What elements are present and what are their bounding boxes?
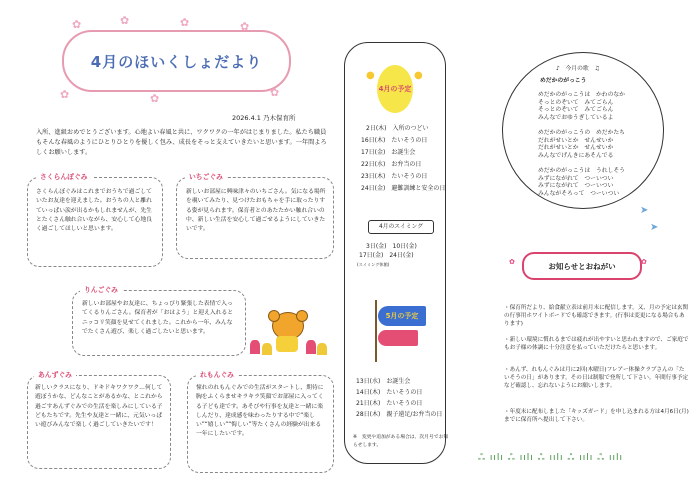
page-title: 4月のほいくしょだより — [90, 52, 263, 71]
class-label: あんずぐみ — [34, 368, 76, 380]
class-text: 憧れのれもんぐみでの生活がスタートし、期待に胸をふくらませキラキラ笑顔でお部屋に入ってくる子ども達です。あそびや行事を友達と一緒に楽しんだり、達成感を味わったりする中で“楽しい”“嬉しい”“悔しい”等たくさんの経験が出来る一年にしたいです。 — [196, 385, 324, 438]
event-row: 21日(木) たいそうの日 — [356, 400, 423, 407]
flower-icon: ✿ — [180, 16, 190, 29]
notice-item: ・新しい環境に慣れるまでは疲れが出やすいと思われますので、ご家庭でもお子様の体調に十分注意を払っていただけたらと思います。 — [504, 337, 689, 352]
event-row: 23日(木) たいそうの日 — [361, 173, 428, 180]
event-row: 17日(金) お誕生会 — [361, 149, 416, 156]
flower-icon: ✿ — [509, 258, 515, 266]
swim-dates: 3日(金) 10日(金) — [366, 243, 417, 250]
event-row: 22日(水) お弁当の日 — [361, 161, 422, 168]
event-row: 2日(木) 入所のつどい — [366, 125, 429, 132]
class-text: 新しいお部屋やお友達に、ちょっぴり緊張した表情で入ってくるりんごさん。保育者が「おはよう」と迎え入れるとニッコリ笑顔を見せてくれました。これから一年、みんなでたくさん遊び、楽しく過ごしたいと思います。 — [82, 301, 234, 335]
flower-icon: ✿ — [240, 20, 250, 33]
chick-icon: ● — [414, 70, 423, 81]
song-verse: めだかのがっこうは うれしそう みずにながれて つーいつい みずにながれて つーいつい みんながそろって つーいつい — [538, 168, 625, 197]
issue-date: 2026.4.1 乃木保育所 — [232, 114, 296, 122]
fish-icon: ➤ — [640, 205, 649, 216]
class-text: さくらんぼぐみはこれまでおうちで過ごしていたお友達を迎えました。おうちの人と離れていっぱい涙が出るかもしれませんが、先生とたくさん触れ合いながら、安心して心地良く過ごしてほしいと思います。 — [36, 189, 152, 233]
class-label: りんごぐみ — [80, 283, 122, 295]
song-heading: ♪ 今月の歌 ♫ — [556, 66, 600, 72]
notice-title: お知らせとおねがい — [522, 252, 642, 280]
event-row: 16日(木) たいそうの日 — [361, 137, 428, 144]
koinobori-illustration — [372, 300, 432, 362]
flower-icon: ✿ — [641, 258, 647, 266]
notice-item: ・保育所だより、給食献立表は前月末に配信します。又、月の予定は玄関の行事用ホワイトボードでも確認できます。(行事は変更になる場合もあります) — [504, 305, 689, 328]
song-verse: めだかのがっこうは かわのなか そっとのぞいて みてごらん そっとのぞいて みてごらん みんなでおゆうぎしているよ — [538, 92, 625, 121]
flower-icon: ✿ — [60, 88, 70, 101]
flower-icon: ✿ — [150, 92, 160, 105]
fish-icon: ➤ — [650, 222, 659, 233]
class-text: 新しいクラスになり、ドキドキワクワク…何して遊ぼうかな、どんなことがあるかな、とこれから過ごすあんずぐみでの生活を楽しみにしている子どもたちです。先生や友達と一緒に、元気いっぱい遊びみんなで楽しく過ごしていきたいです！ — [35, 385, 163, 429]
schedule-note: ※ 変更や追加がある場合は、次月号でお知らせします。 — [353, 435, 449, 448]
swim-title: 4月のスイミング — [368, 220, 434, 234]
class-label: さくらんぼぐみ — [36, 170, 92, 182]
swim-note: (スイミング休館) — [357, 262, 390, 267]
flower-icon: ✿ — [270, 86, 280, 99]
event-row: 28日(木) 親子遠足/お弁当の日 — [356, 411, 443, 418]
ants-decoration: ஃ ıılı ஃ ıılı ஃ ıılı ஃ ıılı ஃ ıılı — [478, 453, 624, 463]
flower-icon: ✿ — [72, 18, 82, 31]
class-label: いちごぐみ — [185, 170, 227, 182]
swim-dates: 17日(金) 24日(金) — [359, 252, 414, 259]
song-verse: めだかのがっこうの めだかたち だれがせいとか せんせいか だれがせいとか せんせいか みんなでげんきにあそんでる — [538, 130, 625, 159]
bear-illustration — [250, 310, 328, 360]
event-row: 14日(木) たいそうの日 — [356, 389, 423, 396]
song-title: めだかのがっこう — [540, 78, 587, 84]
class-text: 新しいお部屋に興味津々のいちごさん。気になる場所を覗いてみたり、見つけたおもちゃを手に取ったりする姿が見られます。保育者とのあたたかい触れ合いの中、新しい生活を安心して過ごせるようにしていきたいです。 — [186, 189, 326, 233]
event-row: 24日(金) 避難訓練と安全の日 — [361, 185, 446, 192]
event-row: 13日(水) お誕生会 — [356, 378, 411, 385]
notice-item: ・年度末に配布しました「キッズガード」を申し込まれる方は4月6日(月)までに保育所へ提出して下さい。 — [504, 409, 689, 424]
class-label: れもんぐみ — [196, 368, 238, 380]
chick-icon: ● — [366, 70, 375, 81]
flower-icon: ✿ — [120, 14, 130, 27]
april-schedule-badge: 4月の予定 — [377, 65, 413, 113]
notice-item: ・あんず、れもんぐみは月に2回(木曜日)フレアー体操クラブさんの「たいそうの日」があります。その日は制服で登所して下さい。年間行事予定など確認し、忘れないようにお願いします。 — [504, 367, 689, 390]
intro-text: 入所、進級おめでとうございます。心地よい春風と共に、ワクワクの一年がはじまりました。私たち職員もそんな春風のようにひとりひとりを優しく包み、成長をそっと支えていきたいと思います。一年間よろしくお願いします。 — [36, 129, 327, 156]
carp-label: 5月の予定 — [378, 306, 426, 326]
title-frame — [62, 30, 291, 92]
